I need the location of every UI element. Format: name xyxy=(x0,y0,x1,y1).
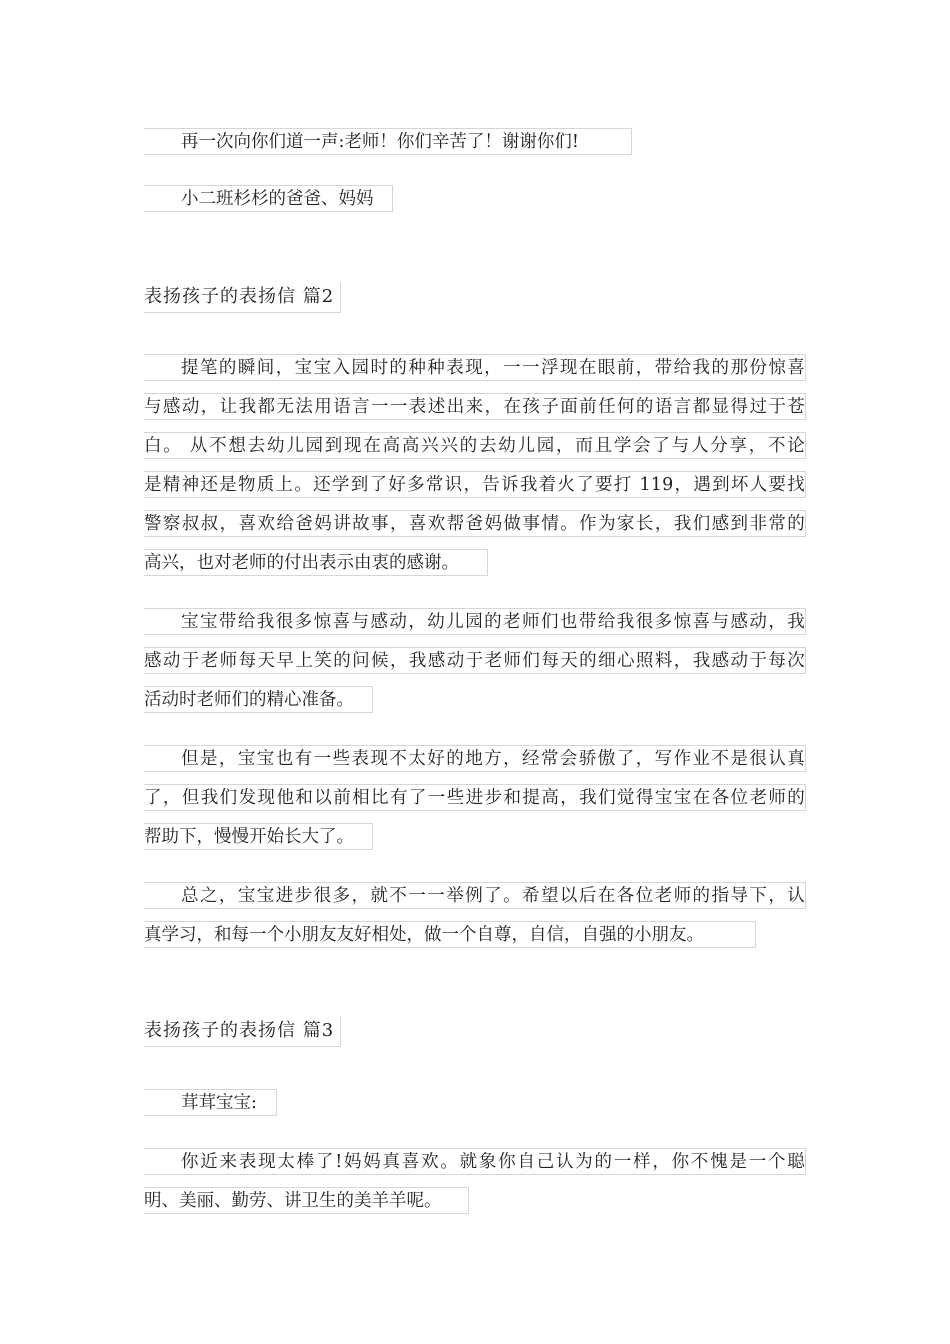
text-line: 了，但我们发现他和以前相比有了一些进步和提高，我们觉得宝宝在各位老师的 xyxy=(144,784,806,811)
text-line: 警察叔叔，喜欢给爸妈讲故事，喜欢帮爸妈做事情。作为家长，我们感到非常的 xyxy=(144,510,806,537)
text-line: 明、美丽、勤劳、讲卫生的美羊羊呢。 xyxy=(144,1187,469,1214)
text-line: 是精神还是物质上。还学到了好多常识，告诉我着火了要打 119，遇到坏人要找 xyxy=(144,471,806,498)
signature xyxy=(144,185,806,228)
text-line: 总之，宝宝进步很多，就不一一举例了。希望以后在各位老师的指导下，认 xyxy=(144,882,806,909)
paragraph xyxy=(144,354,806,592)
salutation xyxy=(144,1089,806,1132)
text-line: 高兴，也对老师的付出表示由衷的感谢。 xyxy=(144,549,488,576)
text-line: 白。 从不想去幼儿园到现在高高兴兴的去幼儿园，而且学会了与人分享，不论 xyxy=(144,432,806,459)
text-line: 提笔的瞬间，宝宝入园时的种种表现，一一浮现在眼前，带给我的那份惊喜 xyxy=(144,354,806,381)
paragraph xyxy=(144,745,806,866)
text-line: 你近来表现太棒了!妈妈真喜欢。就象你自己认为的一样，你不愧是一个聪 xyxy=(144,1148,806,1175)
text-line: 帮助下，慢慢开始长大了。 xyxy=(144,823,373,850)
paragraph xyxy=(144,1148,806,1230)
text-line: 小二班杉杉的爸爸、妈妈 xyxy=(144,185,393,212)
paragraph xyxy=(144,608,806,729)
text-line: 与感动，让我都无法用语言一一表述出来，在孩子面前任何的语言都显得过于苍 xyxy=(144,393,806,420)
closing-thanks xyxy=(144,128,806,171)
text-line: 感动于老师每天早上笑的问候，我感动于老师们每天的细心照料，我感动于每次 xyxy=(144,647,806,674)
section-heading-2: 表扬孩子的表扬信 篇2 xyxy=(144,282,341,313)
text-line: 真学习，和每一个小朋友友好相处，做一个自尊，自信，自强的小朋友。 xyxy=(144,921,756,948)
section-heading-3: 表扬孩子的表扬信 篇3 xyxy=(144,1016,341,1047)
text-line: 茸茸宝宝: xyxy=(144,1089,277,1116)
paragraph xyxy=(144,882,806,964)
text-line: 活动时老师们的精心准备。 xyxy=(144,686,373,713)
text-line: 但是，宝宝也有一些表现不太好的地方，经常会骄傲了，写作业不是很认真 xyxy=(144,745,806,772)
text-line: 再一次向你们道一声:老师！你们辛苦了！谢谢你们! xyxy=(144,128,632,155)
text-line: 宝宝带给我很多惊喜与感动，幼儿园的老师们也带给我很多惊喜与感动，我 xyxy=(144,608,806,635)
